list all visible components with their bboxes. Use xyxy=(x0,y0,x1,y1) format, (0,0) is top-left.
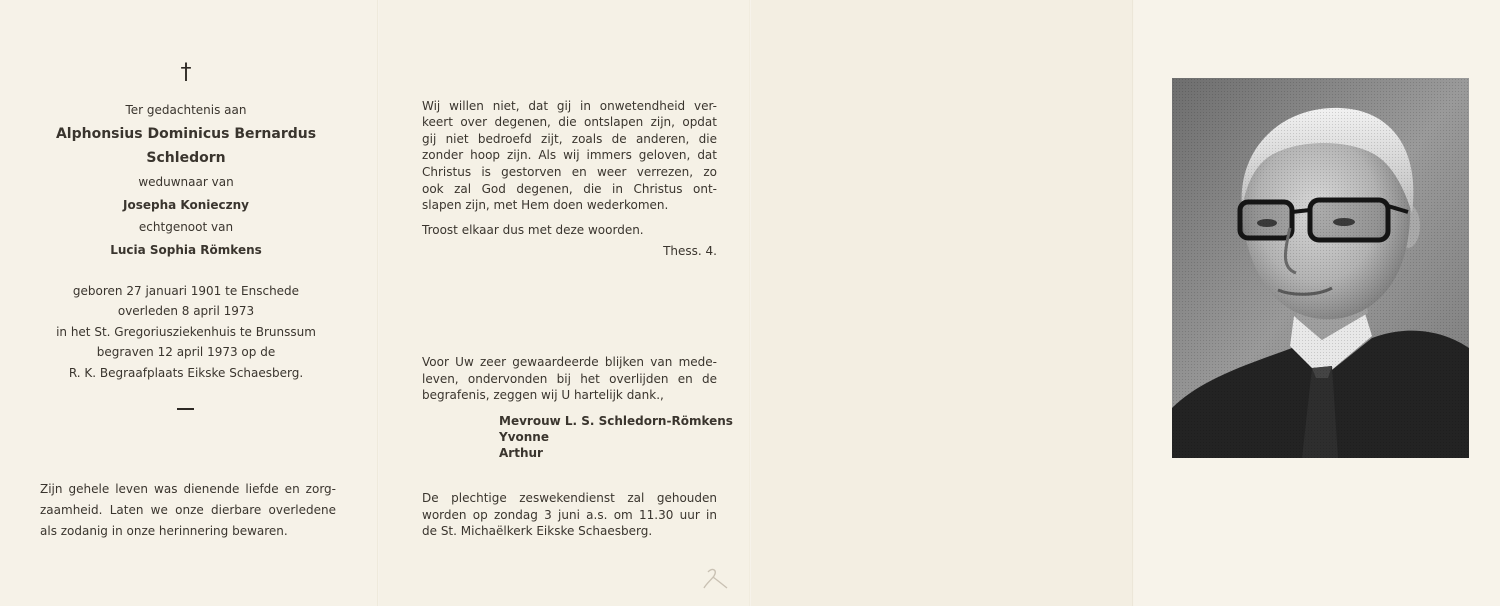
spouse-of-label: echtgenoot van xyxy=(138,220,234,234)
cemetery-line: R. K. Begraafplaats Eikske Schaesberg. xyxy=(68,366,304,380)
portrait-photo xyxy=(1172,78,1469,458)
signatory-name: Arthur xyxy=(499,446,543,460)
scripture-line: gij niet bedroefd zijt, zoals de anderen, die xyxy=(422,132,717,146)
scripture-line: zonder hoop zijn. Als wij immers geloven, dat xyxy=(422,148,717,162)
scripture-line: Wij willen niet, dat gij in onwetendheid ver- xyxy=(422,99,717,113)
card-panel-blank xyxy=(750,0,1133,606)
deceased-name-line1: Alphonsius Dominicus Bernardus xyxy=(55,126,317,142)
tribute-line: als zodanig in onze herinnering bewaren. xyxy=(40,524,288,538)
scripture-line: slapen zijn, met Hem doen wederkomen. xyxy=(422,198,669,212)
tribute-line: Zijn gehele leven was dienende liefde en zorg- xyxy=(40,482,336,496)
scripture-line: Christus is gestorven en weer verrezen, zo xyxy=(422,165,717,179)
widower-of-label: weduwnaar van xyxy=(138,175,234,189)
first-wife-name: Josepha Konieczny xyxy=(123,198,249,212)
service-line: De plechtige zeswekendienst zal gehouden xyxy=(422,491,717,505)
birth-line: geboren 27 januari 1901 te Enschede xyxy=(72,284,300,298)
thanks-line: Voor Uw zeer gewaardeerde blijken van mede- xyxy=(422,355,717,369)
scripture-line: ook zal God degenen, die in Christus ont- xyxy=(422,182,717,196)
signatory-name: Mevrouw L. S. Schledorn-Römkens xyxy=(499,414,733,428)
fold-line xyxy=(1132,0,1134,606)
pencil-mark-icon xyxy=(702,566,730,592)
wife-name: Lucia Sophia Römkens xyxy=(110,243,262,257)
burial-line: begraven 12 april 1973 op de xyxy=(96,345,276,359)
thanks-line: begrafenis, zeggen wij U hartelijk dank., xyxy=(422,388,664,402)
fold-line xyxy=(377,0,379,606)
tribute-line: zaamheid. Laten we onze dierbare overledene xyxy=(40,503,336,517)
scripture-line: keert over degenen, die ontslapen zijn, opdat xyxy=(422,115,717,129)
signatory-name: Yvonne xyxy=(499,430,549,444)
cross-icon: † xyxy=(180,60,192,85)
dash-divider xyxy=(177,408,194,410)
service-line: de St. Michaëlkerk Eikske Schaesberg. xyxy=(422,524,653,538)
thanks-line: leven, ondervonden bij het overlijden en de xyxy=(422,372,717,386)
in-memory-label: Ter gedachtenis aan xyxy=(125,103,247,117)
service-line: worden op zondag 3 juni a.s. om 11.30 uur in xyxy=(422,508,717,522)
scripture-reference: Thess. 4. xyxy=(663,244,717,258)
hospital-line: in het St. Gregoriusziekenhuis te Brunssum xyxy=(56,325,316,339)
fold-line xyxy=(749,0,751,606)
death-line: overleden 8 april 1973 xyxy=(117,304,255,318)
deceased-name-line2: Schledorn xyxy=(146,150,226,166)
comfort-line: Troost elkaar dus met deze woorden. xyxy=(422,223,644,237)
